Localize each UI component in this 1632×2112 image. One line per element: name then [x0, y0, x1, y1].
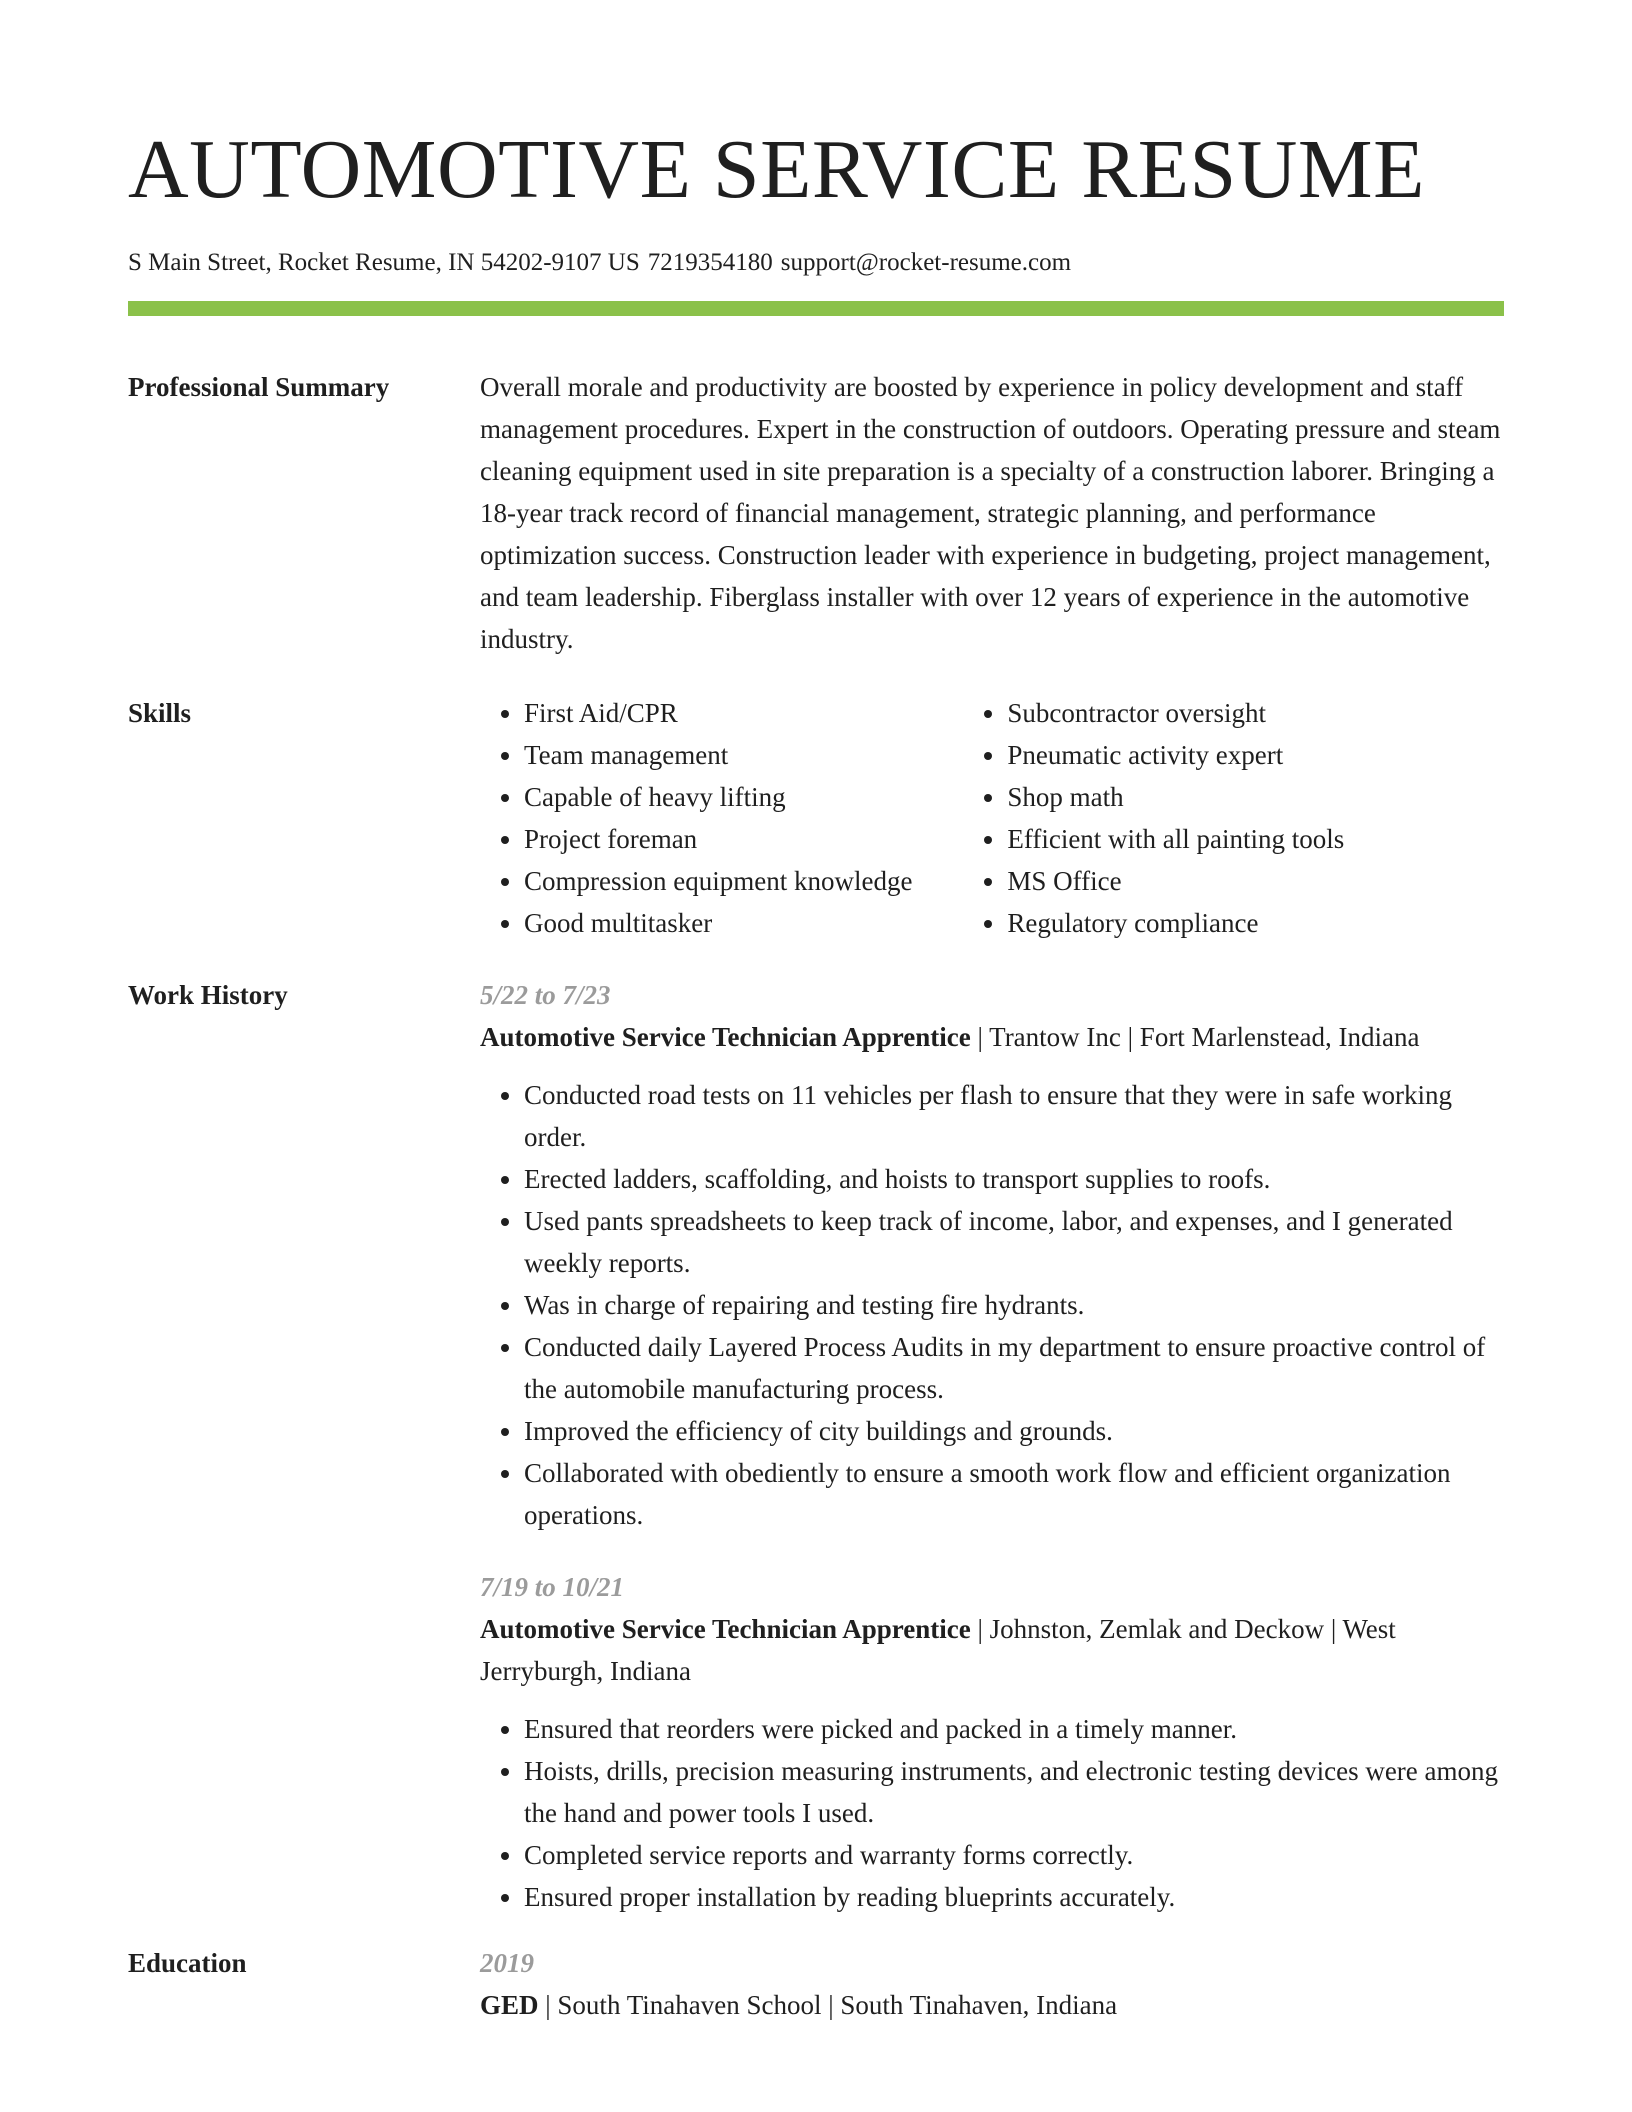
- job-bullet: • Was in charge of repairing and testing fire hydrants.: [524, 1284, 1504, 1326]
- education-heading: [480, 1984, 1504, 2026]
- accent-divider: [128, 301, 1504, 316]
- job-dates: 5/22 to 7/23: [480, 980, 611, 1010]
- skill-item: • Compression equipment knowledge: [524, 860, 963, 902]
- skill-item: • Good multitasker: [524, 902, 963, 944]
- job-bullets: [480, 1708, 1504, 1918]
- professional-summary-section: [128, 366, 1504, 660]
- job-details: | Johnston, Zemlak and Deckow | West Jerryburgh, Indiana: [480, 1614, 1396, 1686]
- job-bullet: • Used pants spreadsheets to keep track of income, labor, and expenses, and I generated weekly reports.: [524, 1200, 1504, 1284]
- job-bullet: • Improved the efficiency of city buildings and grounds.: [524, 1410, 1504, 1452]
- job-bullet: • Conducted road tests on 11 vehicles per flash to ensure that they were in safe working order.: [524, 1074, 1504, 1158]
- skill-item: • Project foreman: [524, 818, 963, 860]
- job-details: | Trantow Inc | Fort Marlenstead, Indiana: [970, 1022, 1420, 1052]
- contact-line: [128, 246, 1504, 280]
- skills-column-1: [480, 692, 963, 944]
- job-entry: [480, 974, 1504, 1536]
- summary-text: Overall morale and productivity are boosted by experience in policy development and staff management procedures. Expert in the construction of outdoors. Operating pressure and steam cleaning equipment used in site preparation is a specialty of a construction laborer. Bringing a 18-year track record of financial management, strategic planning, and performance optimization success. Construction leader with experience in budgeting, project management, and team leadership. Fiberglass installer with over 12 years of experience in the automotive industry.: [480, 372, 1501, 654]
- skill-item: • Team management: [524, 734, 963, 776]
- phone: 7219354180: [647, 249, 773, 276]
- degree: GED: [480, 1990, 539, 2020]
- resume-page: [128, 118, 1504, 2026]
- resume-title: AUTOMOTIVE SERVICE RESUME: [128, 123, 1425, 216]
- section-label-summary: Professional Summary: [128, 372, 390, 402]
- section-label-education: Education: [128, 1948, 247, 1978]
- job-bullet: • Conducted daily Layered Process Audits in my department to ensure proactive control of the automobile manufacturing process.: [524, 1326, 1504, 1410]
- job-bullet: • Erected ladders, scaffolding, and hoists to transport supplies to roofs.: [524, 1158, 1504, 1200]
- work-entries: [480, 974, 1504, 1918]
- school-details: | South Tinahaven School | South Tinahaven, Indiana: [538, 1990, 1118, 2020]
- job-bullet: • Ensured proper installation by reading blueprints accurately.: [524, 1876, 1504, 1918]
- address: S Main Street, Rocket Resume, IN 54202-9107 US: [128, 249, 640, 276]
- skills-list: [480, 692, 1504, 944]
- job-bullet: • Hoists, drills, precision measuring instruments, and electronic testing devices were among the hand and power tools I used.: [524, 1750, 1504, 1834]
- job-bullet: • Completed service reports and warranty forms correctly.: [524, 1834, 1504, 1876]
- education-year: 2019: [480, 1948, 534, 1978]
- skill-item: • First Aid/CPR: [524, 692, 963, 734]
- job-title: Automotive Service Technician Apprentice: [480, 1022, 971, 1052]
- section-label-skills: Skills: [128, 698, 192, 728]
- job-title: Automotive Service Technician Apprentice: [480, 1614, 971, 1644]
- skills-section: [128, 692, 1504, 944]
- job-bullets: [480, 1074, 1504, 1536]
- job-entry: [480, 1566, 1504, 1918]
- work-history-section: [128, 974, 1504, 1918]
- job-dates: 7/19 to 10/21: [480, 1572, 625, 1602]
- skill-item: • MS Office: [1007, 860, 1504, 902]
- skill-item: • Capable of heavy lifting: [524, 776, 963, 818]
- job-bullet: • Collaborated with obediently to ensure a smooth work flow and efficient organization operations.: [524, 1452, 1504, 1536]
- education-section: [128, 1942, 1504, 2026]
- skill-item: • Pneumatic activity expert: [1007, 734, 1504, 776]
- education-entry: [480, 1942, 1504, 2026]
- skill-item: • Subcontractor oversight: [1007, 692, 1504, 734]
- job-heading: [480, 1016, 1504, 1058]
- skill-item: • Efficient with all painting tools: [1007, 818, 1504, 860]
- email: support@rocket-resume.com: [780, 249, 1072, 276]
- job-bullet: • Ensured that reorders were picked and packed in a timely manner.: [524, 1708, 1504, 1750]
- skills-column-2: [963, 692, 1504, 944]
- skill-item: • Regulatory compliance: [1007, 902, 1504, 944]
- skill-item: • Shop math: [1007, 776, 1504, 818]
- section-label-work: Work History: [128, 980, 288, 1010]
- job-heading: [480, 1608, 1504, 1692]
